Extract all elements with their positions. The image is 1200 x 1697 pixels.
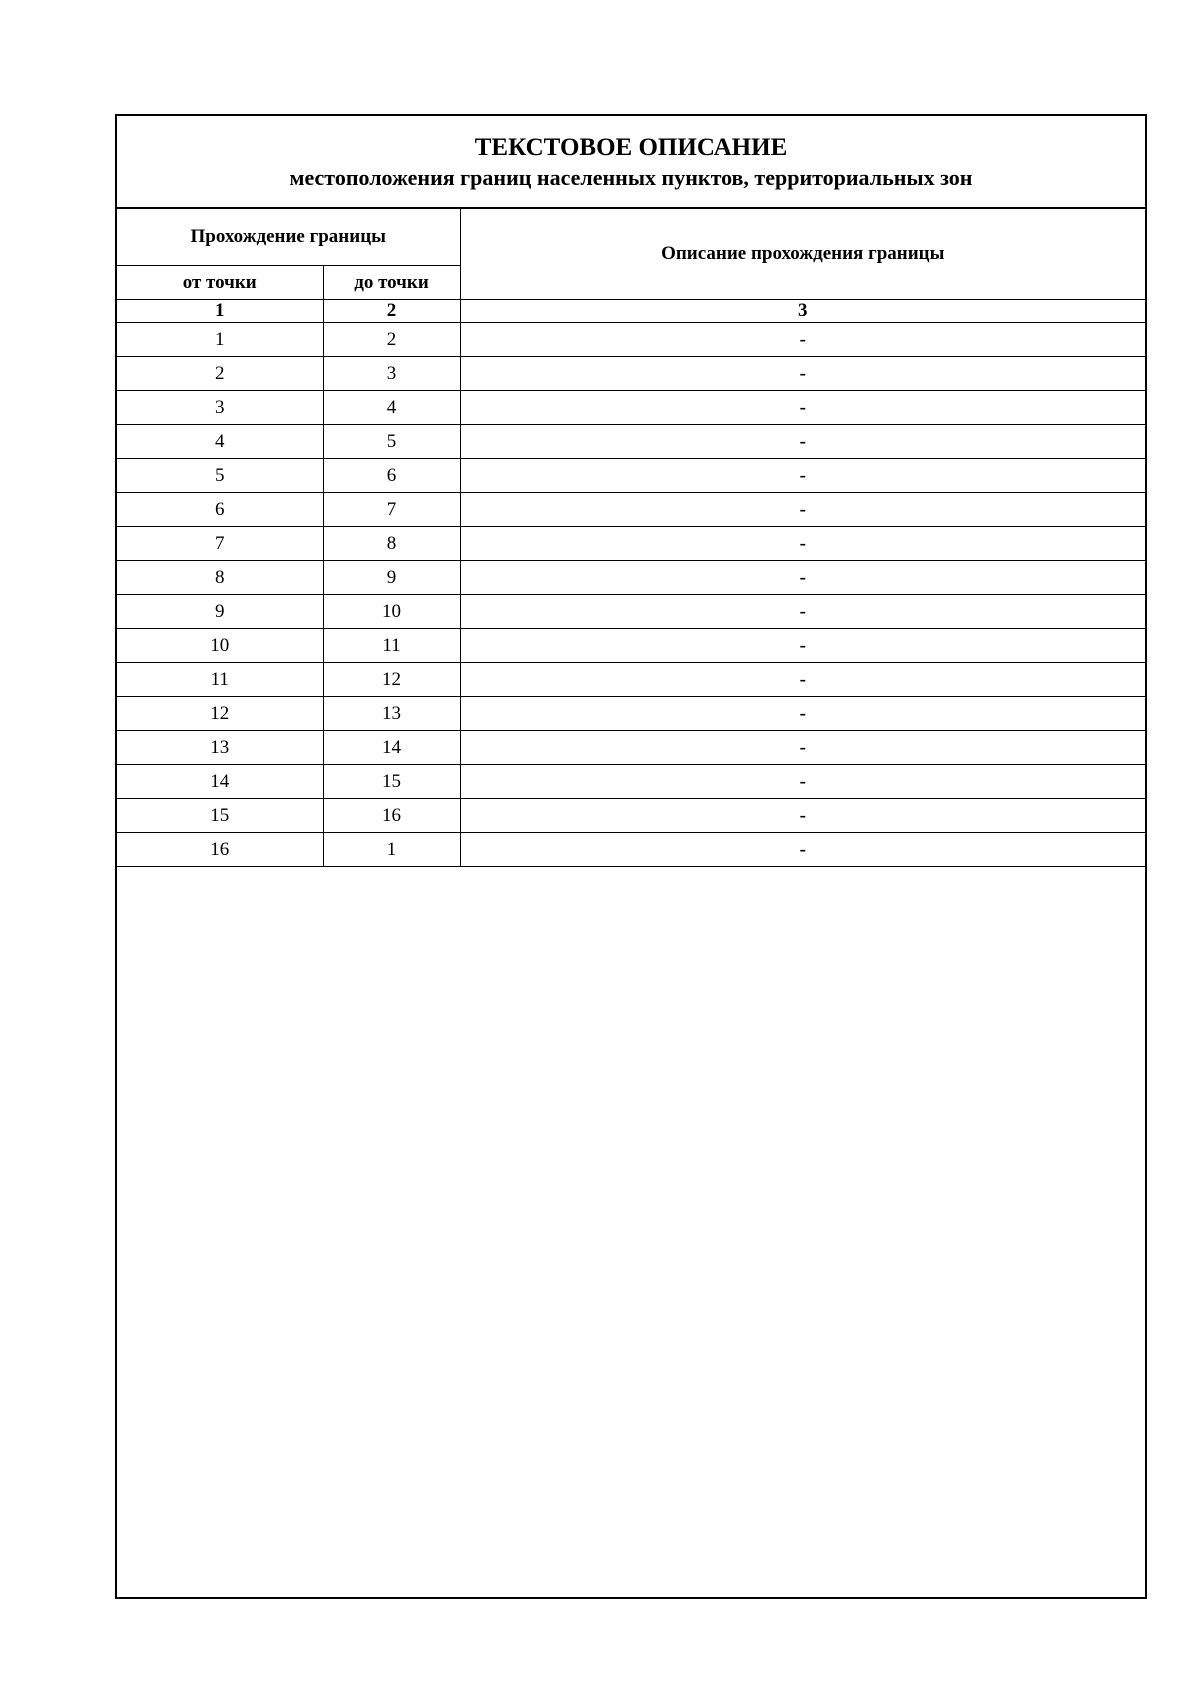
table-row (117, 323, 1145, 357)
to-point-cell: 13 (323, 697, 460, 731)
description-cell: - (460, 459, 1145, 493)
title-block (117, 116, 1145, 209)
from-point-cell: 2 (117, 357, 323, 391)
to-point-cell: 16 (323, 799, 460, 833)
to-point-cell: 2 (323, 323, 460, 357)
document-title: ТЕКСТОВОЕ ОПИСАНИЕ (474, 134, 788, 161)
from-point-cell: 12 (117, 697, 323, 731)
header-boundary-description: Описание прохождения границы (460, 209, 1145, 300)
table-row (117, 663, 1145, 697)
to-point-cell: 7 (323, 493, 460, 527)
table-row (117, 697, 1145, 731)
description-cell: - (460, 799, 1145, 833)
table-row (117, 357, 1145, 391)
table-row (117, 765, 1145, 799)
table-row (117, 833, 1145, 867)
table-row (117, 731, 1145, 765)
column-number-2: 2 (323, 300, 460, 323)
from-point-cell: 10 (117, 629, 323, 663)
document-subtitle: местоположения границ населенных пунктов, территориальных зон (289, 165, 973, 190)
description-cell: - (460, 595, 1145, 629)
table-row (117, 493, 1145, 527)
from-point-cell: 13 (117, 731, 323, 765)
description-cell: - (460, 629, 1145, 663)
description-cell: - (460, 493, 1145, 527)
from-point-cell: 7 (117, 527, 323, 561)
to-point-cell: 9 (323, 561, 460, 595)
table-row (117, 459, 1145, 493)
to-point-cell: 10 (323, 595, 460, 629)
table-row (117, 629, 1145, 663)
to-point-cell: 1 (323, 833, 460, 867)
from-point-cell: 8 (117, 561, 323, 595)
to-point-cell: 12 (323, 663, 460, 697)
description-cell: - (460, 561, 1145, 595)
from-point-cell: 3 (117, 391, 323, 425)
header-from-point: от точки (117, 266, 323, 300)
table-row (117, 527, 1145, 561)
from-point-cell: 16 (117, 833, 323, 867)
to-point-cell: 6 (323, 459, 460, 493)
description-cell: - (460, 357, 1145, 391)
column-number-1: 1 (117, 300, 323, 323)
column-number-3: 3 (460, 300, 1145, 323)
description-cell: - (460, 323, 1145, 357)
to-point-cell: 15 (323, 765, 460, 799)
to-point-cell: 4 (323, 391, 460, 425)
from-point-cell: 6 (117, 493, 323, 527)
column-number-row (117, 300, 1145, 323)
description-cell: - (460, 425, 1145, 459)
table-row (117, 425, 1145, 459)
boundary-table (117, 209, 1145, 867)
description-cell: - (460, 391, 1145, 425)
description-cell: - (460, 765, 1145, 799)
header-boundary-passage: Прохождение границы (117, 209, 460, 266)
from-point-cell: 14 (117, 765, 323, 799)
description-cell: - (460, 731, 1145, 765)
from-point-cell: 15 (117, 799, 323, 833)
table-row (117, 799, 1145, 833)
description-cell: - (460, 527, 1145, 561)
description-cell: - (460, 663, 1145, 697)
description-cell: - (460, 833, 1145, 867)
to-point-cell: 5 (323, 425, 460, 459)
to-point-cell: 3 (323, 357, 460, 391)
to-point-cell: 11 (323, 629, 460, 663)
header-to-point: до точки (323, 266, 460, 300)
from-point-cell: 9 (117, 595, 323, 629)
from-point-cell: 1 (117, 323, 323, 357)
from-point-cell: 4 (117, 425, 323, 459)
description-cell: - (460, 697, 1145, 731)
table-row (117, 595, 1145, 629)
to-point-cell: 8 (323, 527, 460, 561)
table-body (117, 300, 1145, 867)
from-point-cell: 5 (117, 459, 323, 493)
to-point-cell: 14 (323, 731, 460, 765)
table-row (117, 391, 1145, 425)
table-row (117, 561, 1145, 595)
from-point-cell: 11 (117, 663, 323, 697)
document-frame (115, 114, 1147, 1599)
